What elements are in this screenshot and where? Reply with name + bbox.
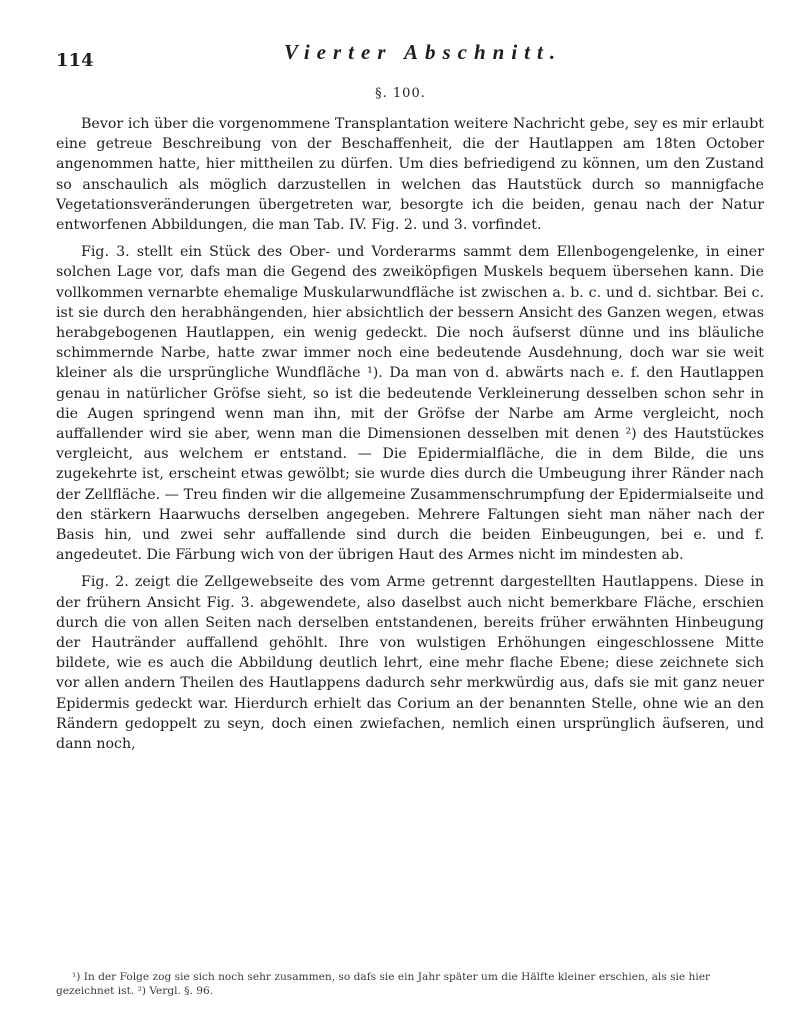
footnotes [56,970,764,998]
footnote-text: ¹) In der Folge zog sie sich noch sehr zusammen, so dafs sie ein Jahr später um die Hälfte kleiner erschien, als sie hier gezeichnet ist. ²) Vergl. §. 96. [56,971,711,997]
paragraph-3: Fig. 2. zeigt die Zellgewebseite des vom Arme getrennt dargestellten Hautlappens. Diese in der frühern Ansicht Fig. 3. abgewendete, also daselbst auch nicht bemerkbare Fläche, erschien durch die von allen Seiten nach derselben entstandenen, bereits früher erwähnten Hinbeugung der Hautränder auffallend gehöhlt. Ihre von wulstigen Erhöhungen eingeschlossene Mitte bildete, wie es auch die Abbildung deutlich lehrt, eine mehr flache Ebene; diese zeichnete sich vor allen andern Theilen des Hautlappens dadurch sehr merkwürdig aus, dafs sie mit ganz neuer Epidermis gedeckt war. Hierdurch erhielt das Corium an der benannten Stelle, ohne wie an den Rändern gedoppelt zu seyn, doch einen zwiefachen, nemlich einen ursprünglich äufseren, und dann noch, [56,574,764,753]
page-header [56,40,756,70]
paragraph-2: Fig. 3. stellt ein Stück des Ober- und Vorderarms sammt dem Ellenbogengelenke, in einer solchen Lage vor, dafs man die Gegend des zweiköpfigen Muskels bequem übersehen kann. Die vollkommen vernarbte ehemalige Muskularwundfläche ist zwischen a. b. c. und d. sichtbar. Bei c. ist sie durch den herabhängenden, hier absichtlich der bessern Ansicht des Ganzen wegen, etwas herabgebogenen Hautlappen, ein wenig gedeckt. Die noch äufserst dünne und ins bläuliche schimmernde Narbe, hatte zwar immer noch eine bedeutende Ausdehnung, doch war sie weit kleiner als die ursprüngliche Wundfläche ¹). Da man von d. abwärts nach e. f. den Hautlappen genau in natürlicher Gröfse sieht, so ist die bedeutende Verkleinerung desselben schon sehr in die Augen springend wenn man ihn, mit der Gröfse der Narbe am Arme vergleicht, noch auffallender wird sie aber, wenn man die Dimensionen desselben mit denen ²) des Hautstückes vergleicht, aus welchem er entstand. — Die Epidermialfläche, die in dem Bilde, die uns zugekehrte ist, erscheint etwas gewölbt; sie wurde dies durch die Umbeugung ihrer Ränder nach der Zellfläche. — Treu finden wir die allgemeine Zusammenschrumpfung der Epidermialseite und den stärkern Haarwuchs derselben angegeben. Mehrere Faltungen sieht man näher nach der Basis hin, und zwei sehr auffallende sind durch die beiden Einbeugungen, bei e. und f. angedeutet. Die Färbung wich von der übrigen Haut des Armes nicht im mindesten ab. [56,244,764,564]
running-head: Vierter Abschnitt. [284,40,563,64]
section-number: §. 100. [375,86,426,101]
page-number: 114 [56,50,94,71]
paragraph-1: Bevor ich über die vorgenommene Transplantation weitere Nachricht gebe, sey es mir erlaubt eine getreue Beschreibung von der Beschaffenheit, die der Hautlappen am 18ten October angenommen hatte, hier mittheilen zu dürfen. Um dies befriedigend zu können, um den Zustand so anschaulich als möglich darzustellen in welchen das Hautstück durch so mannigfache Vegetationsveränderungen übergetreten war, besorgte ich die beiden, genau nach der Natur entworfenen Abbildungen, die man Tab. IV. Fig. 2. und 3. vorfindet. [56,116,764,234]
body-text [56,114,764,754]
